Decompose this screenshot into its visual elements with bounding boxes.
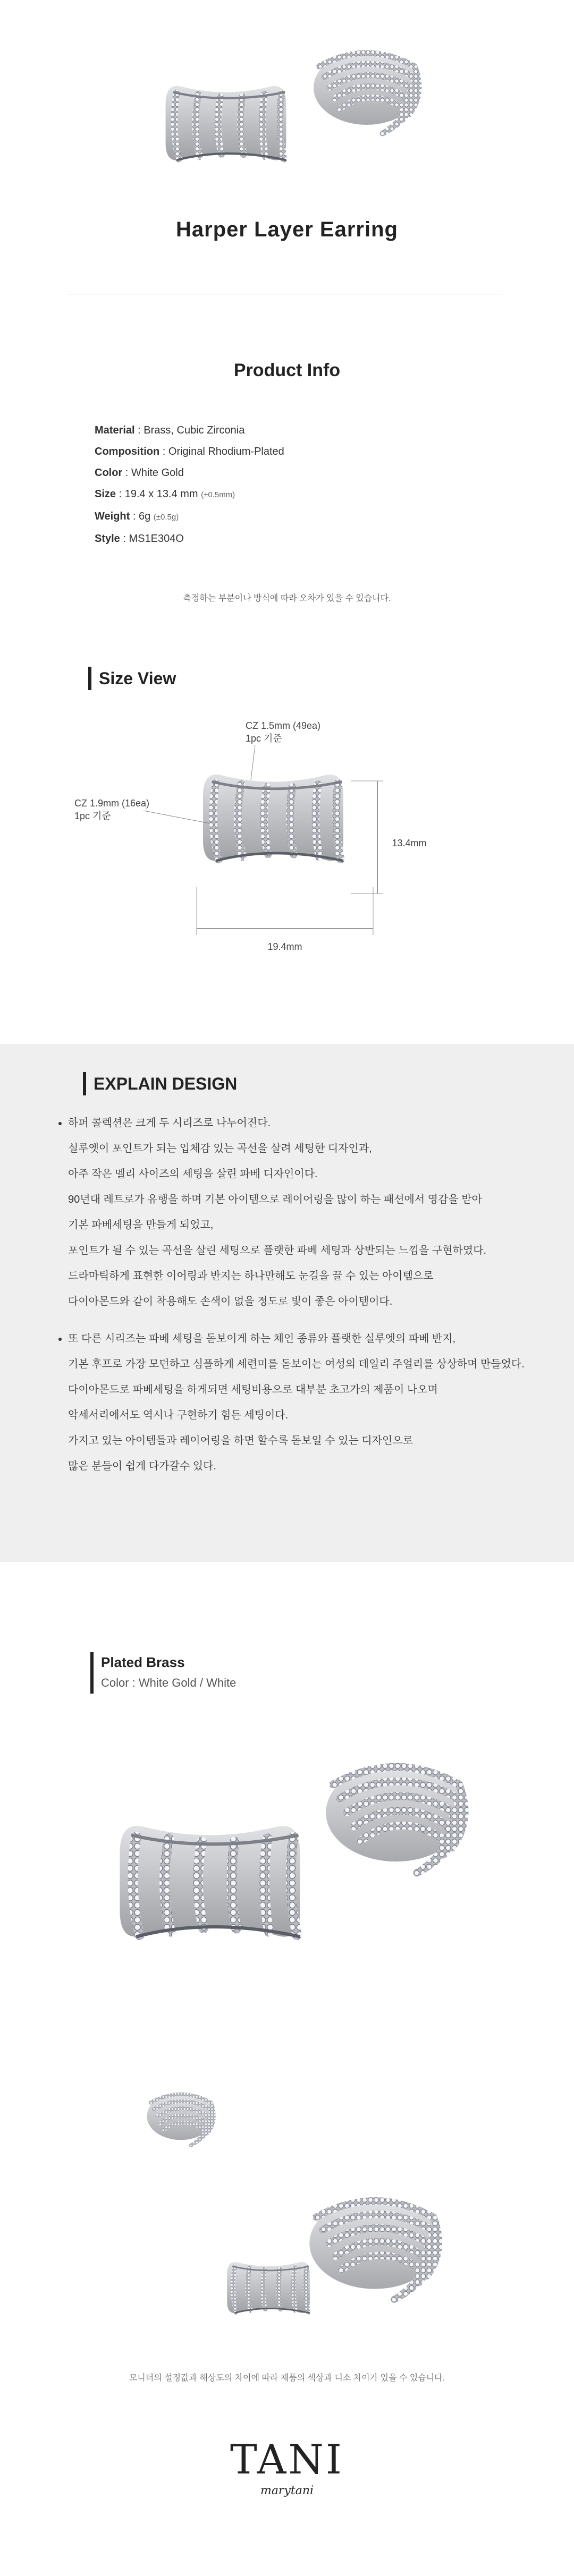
monitor-note: 모니터의 설정값과 해상도의 차이에 따라 제품의 색상과 디소 차이가 있을 수 있습니다. bbox=[129, 2374, 445, 2383]
plated-color: Color : White Gold / White bbox=[101, 1676, 237, 1689]
product-image-small-front bbox=[223, 2258, 314, 2322]
spec-row: Weight : 6g (±0.5g) bbox=[95, 511, 179, 522]
product-title: Harper Layer Earring bbox=[176, 218, 398, 241]
size-view-diagram bbox=[64, 712, 510, 967]
product-image-large-side bbox=[303, 2178, 446, 2322]
spec-row: Size : 19.4 x 13.4 mm (±0.5mm) bbox=[95, 488, 235, 500]
spec-row: Material : Brass, Cubic Zirconia bbox=[95, 424, 245, 436]
height-label: 13.4mm bbox=[392, 838, 427, 848]
explain-bullet: • 하퍼 콜렉션은 크게 두 시리즈로 나누어진다. 실루엣이 포인트가 되는 입체감 있는 곡선을 살려 세팅한 디자인과, 아주 작은 멜리 사이즈의 세팅을 살린 파베 디자인이다. 90년대 레트로가 유행을 하며 기본 아이템으로 레이어링을 많이 하는 패션에서 영감을 받아 기본 파베세팅을 만들게 되었고, 포인트가 될 수 있는 곡선을 살린 세팅으로 플랫한 파베 세팅과 상반되는 느낌을 구현하였다. 드라마틱하게 표현한 이어링과 반지는 하나만해도 눈길을 끌 수 있는 아이템으로 다이아몬드와 같이 착용해도 손색이 없을 정도로 빛이 좋은 아이템이다. bbox=[68, 1110, 551, 1314]
product-image-side bbox=[319, 1756, 473, 1883]
product-info-heading: Product Info bbox=[233, 360, 341, 380]
hero-earring-side-image bbox=[308, 42, 425, 143]
explain-bullet: • 또 다른 시리즈는 파베 세팅을 돋보이게 하는 체인 종류와 플랫한 실루엣의 파베 반지, 기본 후프로 가장 모던하고 심플하게 세련미를 돋보이는 여성의 데일리 주얼리를 상상하며 만들었다. 다이아몬드로 파베세팅을 하게되면 세팅비용으로 대부분 초고가의 제품이 나오며 악세서리에서도 역시나 구현하기 힘든 세팅이다. 가지고 있는 아이템들과 레이어링을 하면 할수록 돋보일 수 있는 디자인으로 많은 분들이 쉽게 다가갈수 있다. bbox=[68, 1326, 551, 1479]
measurement-note: 측정하는 부분이나 방식에 따라 오차가 있을 수 있습니다. bbox=[183, 594, 391, 603]
cz-top-leader bbox=[251, 745, 255, 780]
product-image-front bbox=[112, 1817, 308, 1955]
width-label: 19.4mm bbox=[267, 941, 302, 952]
cz-top-sub: 1pc 기준 bbox=[246, 733, 282, 744]
size-view-earring-image bbox=[203, 775, 343, 861]
plated-title: Plated Brass bbox=[101, 1654, 185, 1670]
product-image-small-top bbox=[144, 2088, 218, 2152]
hero-earring-front-image bbox=[159, 82, 292, 170]
brand-logo: TANI bbox=[230, 2436, 344, 2483]
spec-row: Color : White Gold bbox=[95, 467, 184, 479]
brand-logo-sub: marytani bbox=[260, 2484, 314, 2497]
spec-row: Composition : Original Rhodium-Plated bbox=[95, 446, 284, 457]
plated-brass-block bbox=[90, 1652, 236, 1694]
cz-top-label: CZ 1.5mm (49ea) bbox=[246, 720, 321, 731]
spec-row: Style : MS1E304O bbox=[95, 533, 184, 545]
cz-left-label: CZ 1.9mm (16ea) bbox=[74, 798, 150, 809]
cz-left-sub: 1pc 기준 bbox=[74, 811, 111, 821]
cz-left-leader bbox=[144, 811, 210, 823]
explain-design-text bbox=[40, 1110, 551, 1491]
product-info-list bbox=[95, 420, 284, 549]
size-view-heading: Size View bbox=[88, 667, 176, 690]
explain-design-heading: EXPLAIN DESIGN bbox=[83, 1072, 237, 1095]
